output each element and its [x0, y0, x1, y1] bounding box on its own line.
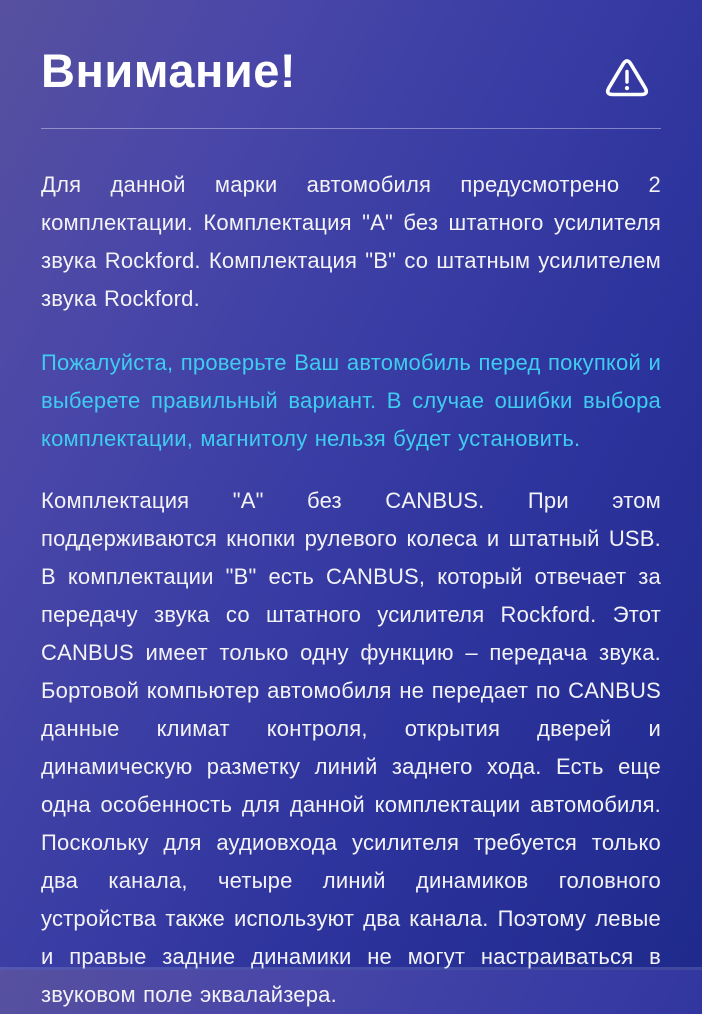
paragraph-check-car-warning: Пожалуйста, проверьте Ваш автомобиль перед покупкой и выберете правильный вариант. В случае ошибки выбора комплектации, магнитолу нельзя будет установить. — [41, 350, 661, 451]
warning-triangle-icon — [601, 52, 653, 100]
paragraph-trim-levels: Для данной марки автомобиля предусмотрено 2 комплектации. Комплектация "А" без штатного усилителя звука Rockford. Комплектация "В" со штатным усилителем звука Rockford. — [41, 172, 661, 311]
divider — [41, 128, 661, 129]
paragraph-canbus-details: Комплектация "А" без CANBUS. При этом поддерживаются кнопки рулевого колеса и штатный USB. В комплектации "В" есть CANBUS, который отвечает за передачу звука со штатного усилителя Rockford. Этот CANBUS имеет только одну функцию – передача звука. Бортовой компьютер автомобиля не передает по CANBUS данные климат контроля, открытия дверей и динамическую разметку линий заднего хода. Есть еще одна особенность для данной комплектации автомобиля. Поскольку для аудиовхода усилителя требуется только два канала, четыре линий динамиков головного устройства также используют два канала. Поэтому левые и правые задние динамики не могут настраиваться в звуковом поле эквалайзера. — [41, 488, 661, 1007]
header — [41, 42, 661, 100]
page-title: Внимание! — [41, 44, 297, 97]
